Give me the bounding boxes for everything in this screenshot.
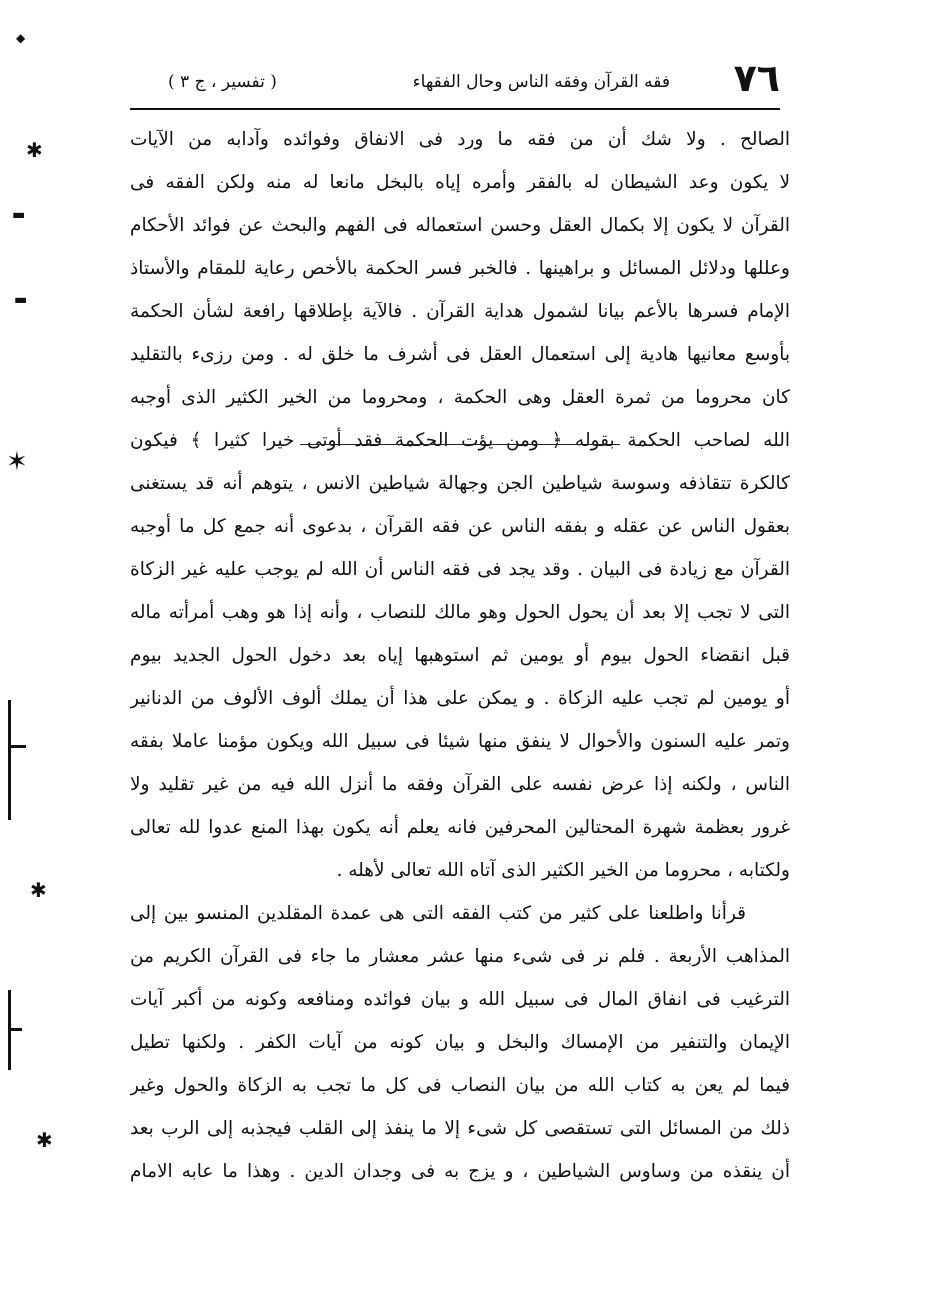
text-line: قرأنا واطلعنا على كثير من كتب الفقه التى هى عمدة المقلدين المنسو بين إلى: [130, 903, 746, 924]
text-line: لا يكون وعد الشيطان له بالفقر وأمره إياه بالبخل مانعا له منه ولكن الفقه فى: [130, 172, 790, 193]
margin-mark: [8, 1028, 22, 1031]
ink-speck: ✱: [36, 1128, 53, 1152]
text-line: أو يومين لم تجب عليه الزكاة . و يمكن على هذا أن يملك ألوف الألوف من الدنانير: [130, 688, 790, 709]
ink-speck: ✱: [26, 138, 43, 162]
text-line: فيما لم يعن به كتاب الله من بيان النصاب فى كل ما تجب به الزكاة والحول وغير: [130, 1075, 790, 1096]
body-text: [130, 118, 790, 1193]
text-line: قبل انقضاء الحول بيوم أو يومين ثم استوهبها إياه بعد دخول الحول الجديد بيوم: [130, 645, 790, 666]
text-line: المذاهب الأربعة . فلم نر فى شىء منها عشر معشار ما جاء فى القرآن الكريم من: [130, 946, 790, 967]
text-line: الإمام فسرها بالأعم بيانا لشمول هداية القرآن . فالآية بإطلاقها رافعة لشأن الحكمة: [130, 301, 790, 322]
text-line: ولكتابه ، محروما من الخير الكثير الذى آتاه الله تعالى لأهله .: [336, 860, 790, 881]
ink-speck: ◆: [16, 31, 26, 45]
ink-speck: ▬: [12, 207, 26, 223]
text-line: بعقول الناس عن عقله و بفقه الناس عن فقه القرآن ، بدعوى أنه جمع كل ما أوجبه: [130, 516, 790, 537]
text-line: الترغيب فى انفاق المال فى سبيل الله و بيان فوائده ومنافعه وكونه من أكبر آيات: [130, 989, 790, 1010]
text-line: ذلك من المسائل التى تستقصى كل شىء إلا ما ينفذ إلى القلب فيجذبه إلى الرب بعد: [130, 1118, 790, 1139]
text-line: وتمر عليه السنون والأحوال لا ينفق منها شيئا فى سبيل الله ويكون مؤمنا عاملا بفقه: [130, 731, 790, 752]
page-number: ٧٦: [733, 56, 780, 100]
text-line: الصالح . ولا شك أن من فقه ما ورد فى الانفاق وفوائده وآدابه من الآيات: [130, 129, 790, 150]
ink-speck: ✶: [6, 447, 28, 477]
text-line: غرور بعظمة شهرة المحتالين المحرفين فانه يعلم أنه يكون بهذا المنع عدوا لله تعالى: [130, 817, 790, 838]
margin-mark: [8, 700, 11, 820]
volume-reference: ( تفسير ، ج ٣ ): [168, 72, 277, 92]
ink-speck: ▬: [14, 292, 28, 308]
ink-speck: ✱: [30, 878, 47, 902]
page-header: [130, 56, 780, 110]
margin-mark: [8, 745, 26, 748]
running-title: فقه القرآن وفقه الناس وحال الفقهاء: [412, 72, 670, 92]
text-line: الإيمان والتنفير من الإمساك والبخل و بيان كونه من آيات الكفر . ولكنها تطيل: [130, 1032, 790, 1053]
text-line: الله لصاحب الحكمة بقوله ﴿ ومن يؤت الحكمة فقد أوتى خيرا كثيرا ﴾ فيكون: [130, 430, 790, 451]
text-line: القرآن لا يكون إلا بكمال العقل وحسن استعماله فى الفهم والبحث عن فوائد الأحكام: [130, 215, 790, 236]
text-line: القرآن مع زيادة فى البيان . وقد يجد فى فقه الناس أن الله لم يوجب عليه غير الزكاة: [130, 559, 790, 580]
text-line: أن ينقذه من وساوس الشياطين ، و يزج به فى وجدان الدين . وهذا ما عابه الامام: [130, 1161, 790, 1182]
text-line: كان محروما من ثمرة العقل وهى الحكمة ، ومحروما من الخير الكثير الذى أوجبه: [130, 387, 790, 408]
text-line: كالكرة تتقاذفه وسوسة شياطين الجن وجهالة شياطين الانس ، يتوهم أنه قد يستغنى: [130, 473, 790, 494]
text-line: التى لا تجب إلا بعد أن يحول الحول وهو مالك للنصاب ، وأنه إذا هو وهب أمرأته ماله: [130, 602, 790, 623]
separator-rule: [300, 444, 620, 445]
text-line: وعللها ودلائل المسائل و براهينها . فالخبر فسر الحكمة بالأخص رعاية للمقام والأستاذ: [130, 258, 790, 279]
text-line: بأوسع معانيها هادية إلى استعمال العقل فى أشرف ما خلق له . ومن رزىء بالتقليد: [130, 344, 790, 365]
text-line: الناس ، ولكنه إذا عرض نفسه على القرآن وفقه ما أنزل الله فيه من غير تقليد ولا: [130, 774, 790, 795]
header-rule: [130, 108, 780, 110]
